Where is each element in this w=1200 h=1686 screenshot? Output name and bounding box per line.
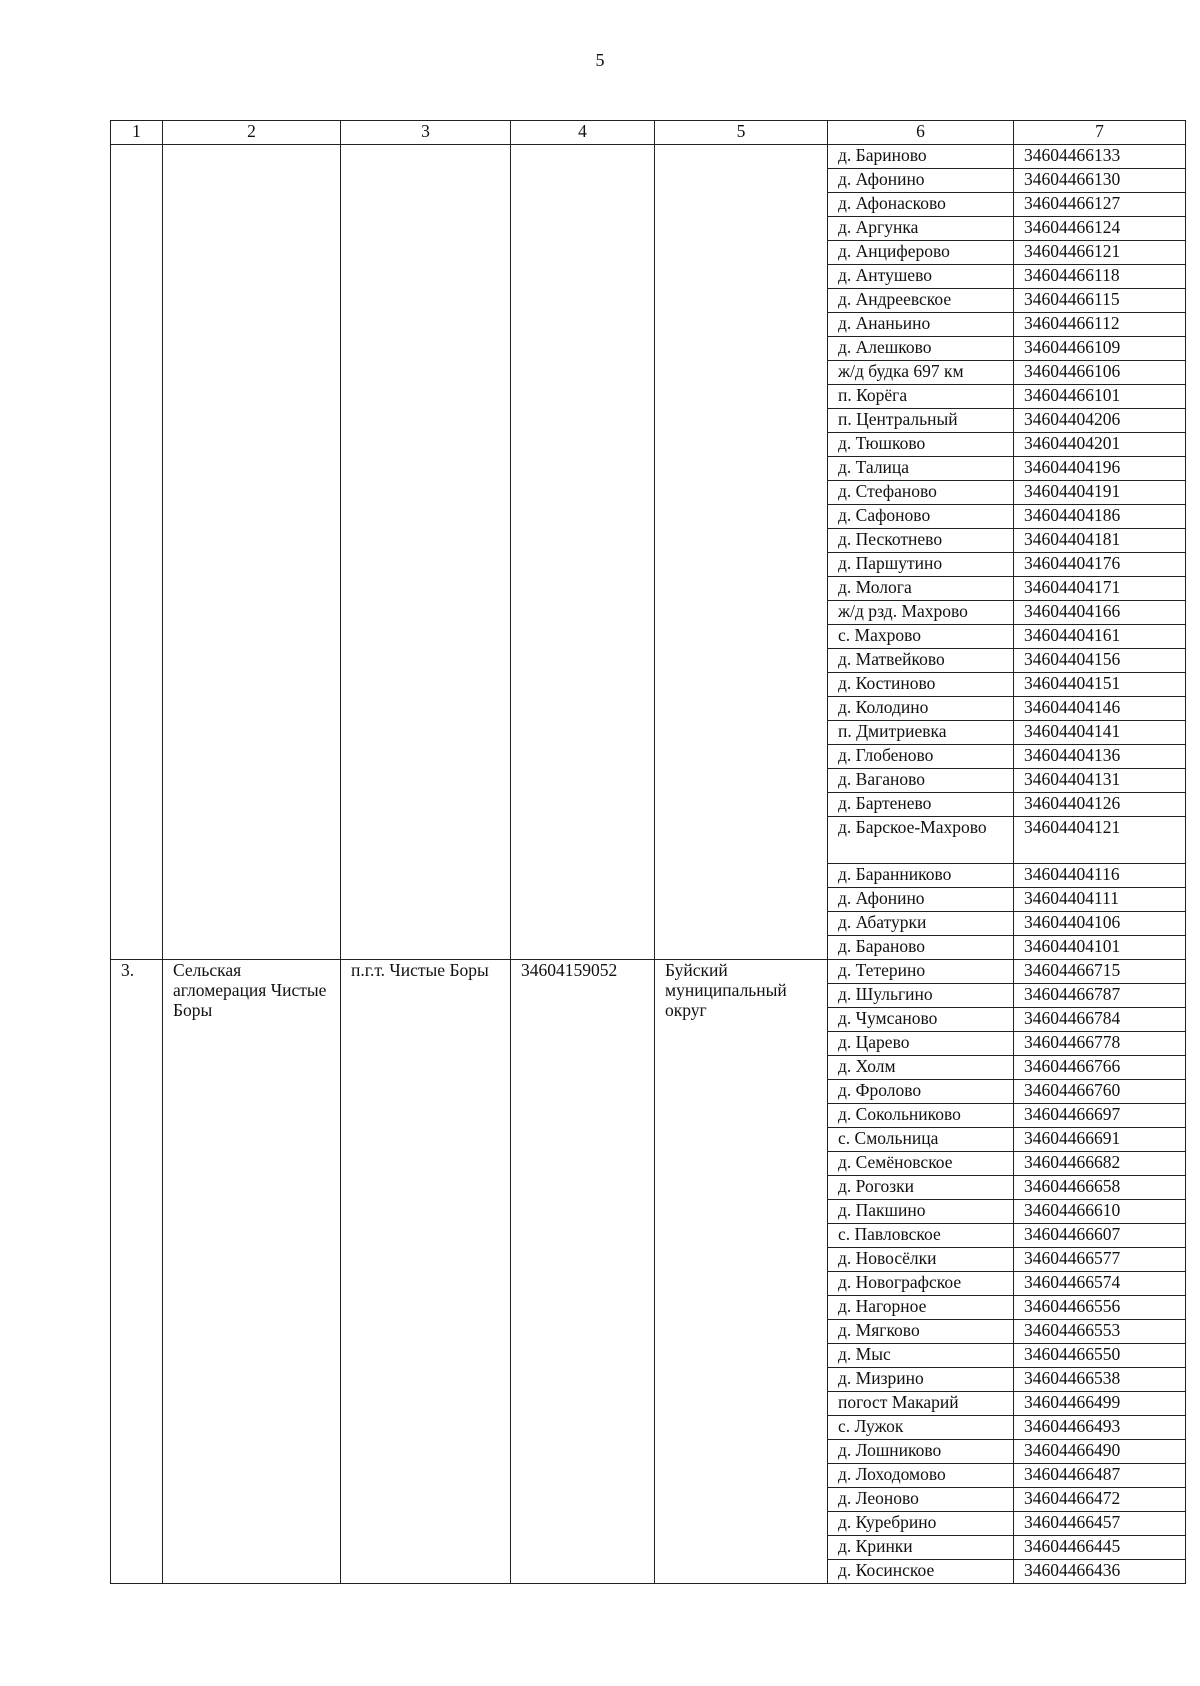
settlement-name: д. Царево (828, 1032, 1014, 1056)
settlement-name: д. Сокольниково (828, 1104, 1014, 1128)
settlement-name: д. Тетерино (828, 960, 1014, 984)
settlement-name: д. Аргунка (828, 217, 1014, 241)
settlement-name: д. Семёновское (828, 1152, 1014, 1176)
settlement-name: д. Пескотнево (828, 529, 1014, 553)
settlement-code: 34604466130 (1014, 169, 1186, 193)
settlement-name: д. Тюшково (828, 433, 1014, 457)
settlement-code: 34604466766 (1014, 1056, 1186, 1080)
settlement-name: д. Барское-Махрово (828, 817, 1014, 864)
settlement-code: 34604404186 (1014, 505, 1186, 529)
settlement-code: 34604466499 (1014, 1392, 1186, 1416)
settlement-code: 34604404126 (1014, 793, 1186, 817)
settlement-code: 34604466787 (1014, 984, 1186, 1008)
settlement-code: 34604466691 (1014, 1128, 1186, 1152)
settlement-name: д. Бартенево (828, 793, 1014, 817)
settlement-name: д. Сафоново (828, 505, 1014, 529)
settlement-name: д. Паршутино (828, 553, 1014, 577)
settlements-table (110, 120, 1186, 1584)
settlement-code: 34604404201 (1014, 433, 1186, 457)
settlement-code: 34604404176 (1014, 553, 1186, 577)
settlement-name: д. Матвейково (828, 649, 1014, 673)
col-header-4: 4 (511, 121, 655, 145)
settlement-name: д. Афонино (828, 888, 1014, 912)
settlement-name: д. Костиново (828, 673, 1014, 697)
settlement-name: с. Махрово (828, 625, 1014, 649)
settlement-code: 34604466106 (1014, 361, 1186, 385)
settlement-code: 34604466658 (1014, 1176, 1186, 1200)
settlement-code: 34604466553 (1014, 1320, 1186, 1344)
col-header-2: 2 (163, 121, 341, 145)
settlement-name: д. Ваганово (828, 769, 1014, 793)
municipality-name: Буйский муниципальный округ (655, 960, 828, 1584)
settlement-code: 34604466457 (1014, 1512, 1186, 1536)
settlement-name: д. Чумсаново (828, 1008, 1014, 1032)
col-header-6: 6 (828, 121, 1014, 145)
settlement-code: 34604466760 (1014, 1080, 1186, 1104)
center-name (341, 145, 511, 960)
settlement-code: 34604404171 (1014, 577, 1186, 601)
settlement-name: д. Баранниково (828, 864, 1014, 888)
settlement-code: 34604404146 (1014, 697, 1186, 721)
settlement-name: д. Ананьино (828, 313, 1014, 337)
settlement-code: 34604466577 (1014, 1248, 1186, 1272)
settlement-code: 34604466610 (1014, 1200, 1186, 1224)
settlement-code: 34604466115 (1014, 289, 1186, 313)
settlement-name: погост Макарий (828, 1392, 1014, 1416)
settlement-code: 34604404136 (1014, 745, 1186, 769)
settlement-name: д. Стефаново (828, 481, 1014, 505)
settlement-name: д. Антушево (828, 265, 1014, 289)
settlement-name: с. Павловское (828, 1224, 1014, 1248)
settlement-name: д. Молога (828, 577, 1014, 601)
settlement-code: 34604466550 (1014, 1344, 1186, 1368)
center-code: 34604159052 (511, 960, 655, 1584)
settlement-code: 34604404206 (1014, 409, 1186, 433)
settlement-code: 34604466607 (1014, 1224, 1186, 1248)
settlement-name: д. Афонино (828, 169, 1014, 193)
settlement-code: 34604404141 (1014, 721, 1186, 745)
settlement-name: д. Рогозки (828, 1176, 1014, 1200)
settlement-code: 34604466538 (1014, 1368, 1186, 1392)
settlement-code: 34604466127 (1014, 193, 1186, 217)
settlement-code: 34604404181 (1014, 529, 1186, 553)
settlement-name: д. Лошниково (828, 1440, 1014, 1464)
settlement-code: 34604466109 (1014, 337, 1186, 361)
settlement-name: д. Мыс (828, 1344, 1014, 1368)
settlement-name: д. Пакшино (828, 1200, 1014, 1224)
col-header-1: 1 (111, 121, 163, 145)
settlement-name: ж/д рзд. Махрово (828, 601, 1014, 625)
settlement-code: 34604466121 (1014, 241, 1186, 265)
agglomeration-name: Сельская агломерация Чистые Боры (163, 960, 341, 1584)
settlement-code: 34604466556 (1014, 1296, 1186, 1320)
settlement-name: с. Лужок (828, 1416, 1014, 1440)
settlement-name: ж/д будка 697 км (828, 361, 1014, 385)
settlement-code: 34604404156 (1014, 649, 1186, 673)
settlement-code: 34604466697 (1014, 1104, 1186, 1128)
group-number: 3. (111, 960, 163, 1584)
settlement-code: 34604404196 (1014, 457, 1186, 481)
settlement-code: 34604466778 (1014, 1032, 1186, 1056)
settlement-name: д. Кринки (828, 1536, 1014, 1560)
settlement-code: 34604466682 (1014, 1152, 1186, 1176)
settlement-name: п. Дмитриевка (828, 721, 1014, 745)
settlement-code: 34604404166 (1014, 601, 1186, 625)
settlement-name: с. Смольница (828, 1128, 1014, 1152)
settlement-code: 34604404106 (1014, 912, 1186, 936)
settlement-name: д. Анциферово (828, 241, 1014, 265)
settlement-code: 34604404151 (1014, 673, 1186, 697)
settlement-code: 34604466487 (1014, 1464, 1186, 1488)
col-header-7: 7 (1014, 121, 1186, 145)
settlement-code: 34604404131 (1014, 769, 1186, 793)
settlement-name: д. Фролово (828, 1080, 1014, 1104)
settlement-code: 34604466490 (1014, 1440, 1186, 1464)
settlement-code: 34604466133 (1014, 145, 1186, 169)
settlement-code: 34604404116 (1014, 864, 1186, 888)
settlement-code: 34604466715 (1014, 960, 1186, 984)
settlement-code: 34604466784 (1014, 1008, 1186, 1032)
settlement-name: д. Мягково (828, 1320, 1014, 1344)
center-code (511, 145, 655, 960)
settlement-name: д. Лоходомово (828, 1464, 1014, 1488)
header-row (111, 121, 1186, 145)
settlement-code: 34604404121 (1014, 817, 1186, 864)
settlement-name: д. Бараново (828, 936, 1014, 960)
settlement-name: п. Центральный (828, 409, 1014, 433)
settlement-name: д. Алешково (828, 337, 1014, 361)
settlement-name: д. Мизрино (828, 1368, 1014, 1392)
settlement-code: 34604466124 (1014, 217, 1186, 241)
settlement-code: 34604466118 (1014, 265, 1186, 289)
settlement-code: 34604466574 (1014, 1272, 1186, 1296)
settlement-code: 34604404161 (1014, 625, 1186, 649)
settlement-code: 34604466493 (1014, 1416, 1186, 1440)
settlement-name: п. Корёга (828, 385, 1014, 409)
settlement-name: д. Куребрино (828, 1512, 1014, 1536)
settlement-code: 34604466436 (1014, 1560, 1186, 1584)
col-header-3: 3 (341, 121, 511, 145)
settlement-name: д. Талица (828, 457, 1014, 481)
settlement-name: д. Афонасково (828, 193, 1014, 217)
table-row (111, 960, 1186, 984)
settlement-name: д. Леоново (828, 1488, 1014, 1512)
settlement-name: д. Глобеново (828, 745, 1014, 769)
table-body (111, 121, 1186, 1584)
settlement-name: д. Абатурки (828, 912, 1014, 936)
settlement-name: д. Новосёлки (828, 1248, 1014, 1272)
center-name: п.г.т. Чистые Боры (341, 960, 511, 1584)
settlement-name: д. Нагорное (828, 1296, 1014, 1320)
settlement-code: 34604466472 (1014, 1488, 1186, 1512)
group-number (111, 145, 163, 960)
settlement-name: д. Шульгино (828, 984, 1014, 1008)
settlement-name: д. Новографское (828, 1272, 1014, 1296)
settlement-name: д. Косинское (828, 1560, 1014, 1584)
page-number: 5 (595, 50, 605, 70)
col-header-5: 5 (655, 121, 828, 145)
settlement-name: д. Андреевское (828, 289, 1014, 313)
table-row (111, 145, 1186, 169)
municipality-name (655, 145, 828, 960)
settlement-code: 34604466101 (1014, 385, 1186, 409)
settlement-name: д. Бариново (828, 145, 1014, 169)
agglomeration-name (163, 145, 341, 960)
settlement-name: д. Холм (828, 1056, 1014, 1080)
settlement-code: 34604404191 (1014, 481, 1186, 505)
settlement-code: 34604466112 (1014, 313, 1186, 337)
settlement-name: д. Колодино (828, 697, 1014, 721)
settlement-code: 34604404111 (1014, 888, 1186, 912)
settlement-code: 34604404101 (1014, 936, 1186, 960)
settlement-code: 34604466445 (1014, 1536, 1186, 1560)
